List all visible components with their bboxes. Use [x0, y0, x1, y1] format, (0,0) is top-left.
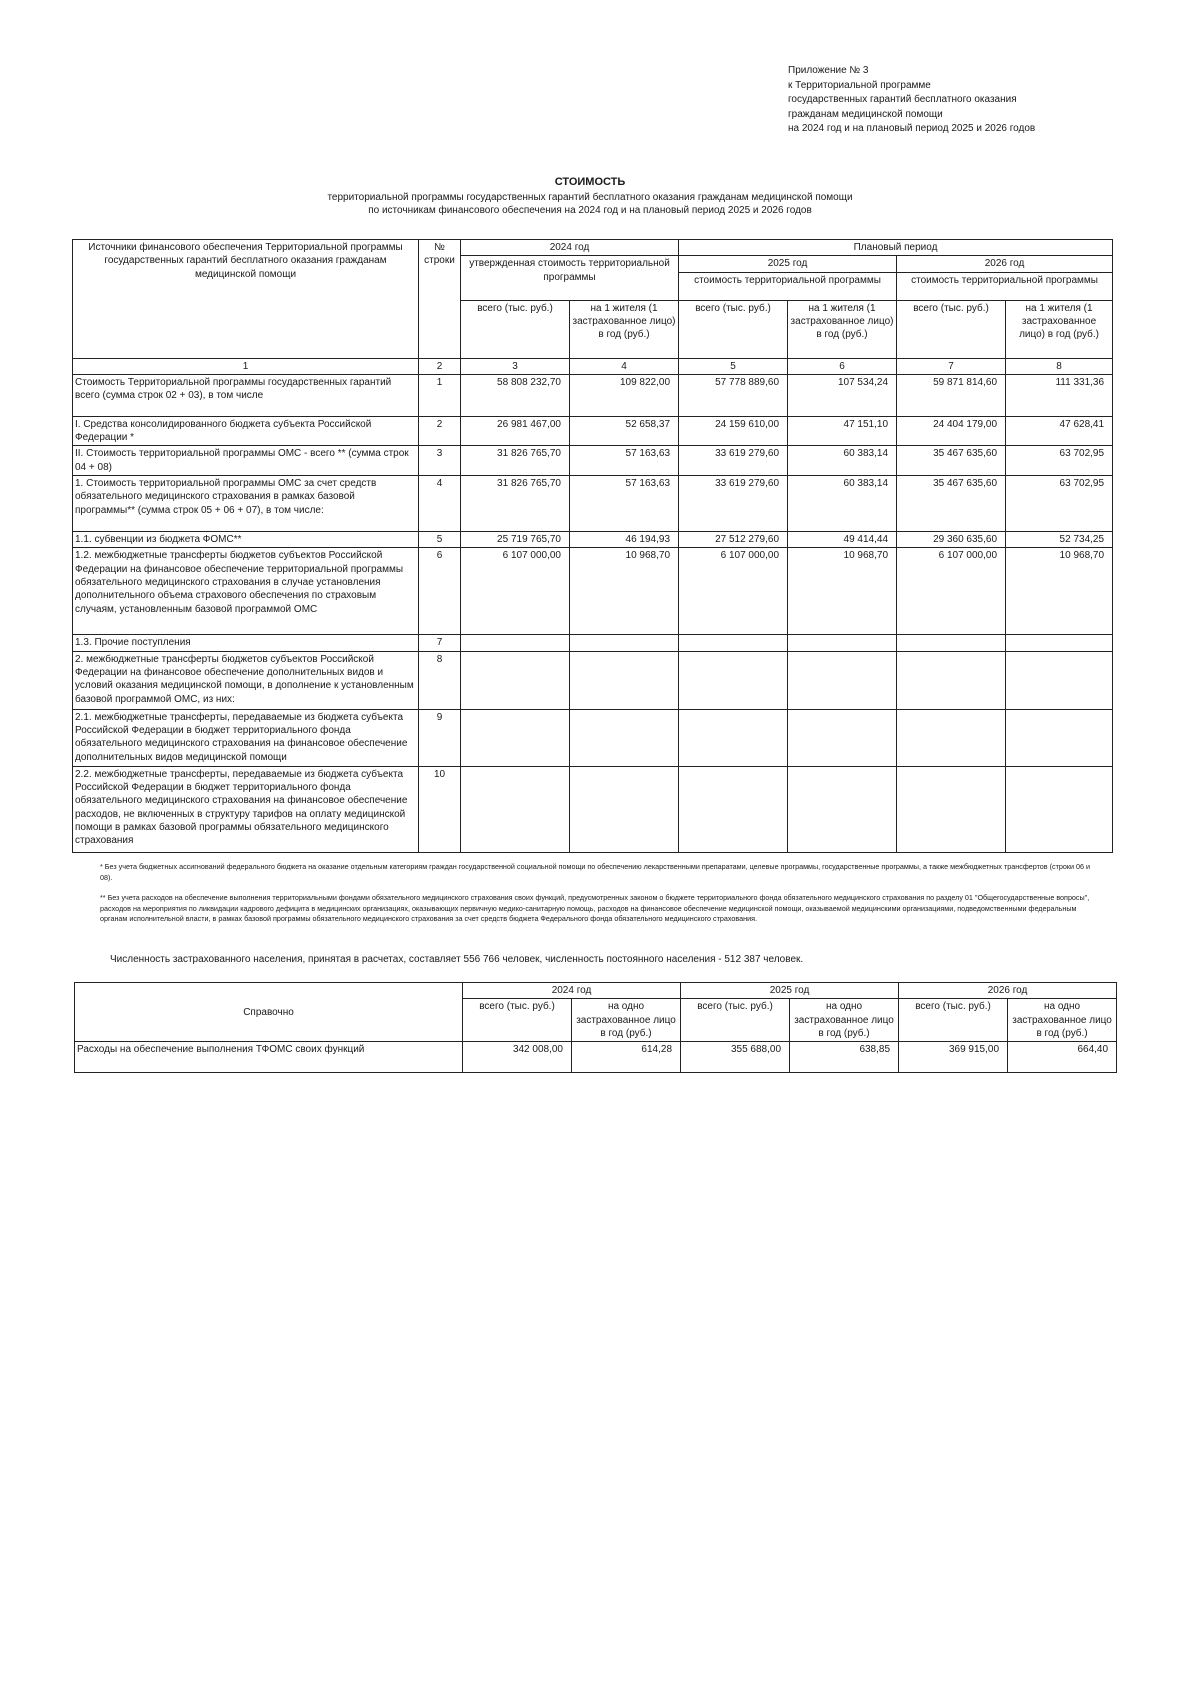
- header-total: всего (тыс. руб.): [679, 300, 788, 358]
- cell-value: 60 383,14: [788, 446, 897, 476]
- row-number: 6: [419, 548, 461, 635]
- cell-value: 31 826 765,70: [461, 476, 570, 532]
- column-number: 8: [1006, 358, 1113, 374]
- column-number: 3: [461, 358, 570, 374]
- cell-value: 57 778 889,60: [679, 374, 788, 416]
- cell-value: 6 107 000,00: [897, 548, 1006, 635]
- cell-value: 52 734,25: [1006, 532, 1113, 548]
- table-row: [73, 446, 1113, 476]
- cell-value: 58 808 232,70: [461, 374, 570, 416]
- cell-value: [461, 635, 570, 651]
- appendix-line: на 2024 год и на плановый период 2025 и 2026 годов: [788, 123, 1036, 134]
- row-label: Стоимость Территориальной программы государственных гарантий всего (сумма строк 02 + 03), в том числе: [73, 374, 419, 416]
- header-total: всего (тыс. руб.): [461, 300, 570, 358]
- row-number: 10: [419, 766, 461, 852]
- cell-value: [679, 635, 788, 651]
- cell-value: [788, 651, 897, 709]
- cell-value: [897, 766, 1006, 852]
- document-title: [150, 176, 1030, 218]
- column-number: 2: [419, 358, 461, 374]
- row-number: 4: [419, 476, 461, 532]
- cell-value: [897, 651, 1006, 709]
- appendix-header: [788, 64, 1035, 137]
- cell-value: [679, 651, 788, 709]
- table-row: [73, 651, 1113, 709]
- cell-value: 24 159 610,00: [679, 416, 788, 446]
- row-label: I. Средства консолидированного бюджета субъекта Российской Федерации *: [73, 416, 419, 446]
- population-note: Численность застрахованного населения, принятая в расчетах, составляет 556 766 человек, численность постоянного населения - 512 387 человек.: [110, 954, 804, 965]
- appendix-line: Приложение № 3: [788, 65, 869, 76]
- cell-value: [461, 651, 570, 709]
- header-program-cost-2026: стоимость территориальной программы: [897, 272, 1113, 300]
- cell-value: 664,40: [1008, 1042, 1117, 1073]
- row-label: 1.1. субвенции из бюджета ФОМС**: [73, 532, 419, 548]
- cell-value: 638,85: [790, 1042, 899, 1073]
- cell-value: 27 512 279,60: [679, 532, 788, 548]
- header-year-2024: 2024 год: [461, 240, 679, 256]
- row-number: 3: [419, 446, 461, 476]
- cell-value: [788, 635, 897, 651]
- cell-value: 57 163,63: [570, 476, 679, 532]
- cell-value: [1006, 766, 1113, 852]
- cell-value: [570, 766, 679, 852]
- cell-value: 57 163,63: [570, 446, 679, 476]
- title-line: территориальной программы государственных гарантий бесплатного оказания гражданам медицинской помощи: [327, 191, 853, 203]
- cell-value: 107 534,24: [788, 374, 897, 416]
- cell-value: [461, 766, 570, 852]
- footnote-2: ** Без учета расходов на обеспечение выполнения территориальными фондами обязательного медицинского страхования своих функций, предусмотренных законом о бюджете территориального фонда обязательного медицинского страхования по разделу 01 "Общегосударственные вопросы", расходов на мероприятия по ликвидации кадрового дефицита в медицинских организациях, оказывающих первичную медико-санитарную помощь, расходов на финансовое обеспечение медицинской помощи, оказываемой медицинскими организациями, подведомственными федеральным органам исполнительной власти, в рамках базовой программы обязательного медицинского страхования за счет средств бюджета Федерального фонда обязательного медицинского страхования.: [100, 893, 1090, 923]
- column-number: 7: [897, 358, 1006, 374]
- cell-value: 6 107 000,00: [461, 548, 570, 635]
- header-year-2026: 2026 год: [899, 983, 1117, 999]
- cell-value: 6 107 000,00: [679, 548, 788, 635]
- header-per-insured: на одно застрахованное лицо в год (руб.): [1008, 999, 1117, 1042]
- cell-value: 29 360 635,60: [897, 532, 1006, 548]
- header-per-resident: на 1 жителя (1 застрахованное лицо) в год (руб.): [570, 300, 679, 358]
- column-number: 4: [570, 358, 679, 374]
- cell-value: 52 658,37: [570, 416, 679, 446]
- header-per-resident: на 1 жителя (1 застрахованное лицо) в год (руб.): [1006, 300, 1113, 358]
- header-approved-cost: утвержденная стоимость территориальной программы: [461, 256, 679, 300]
- cell-value: [570, 635, 679, 651]
- header-year-2025: 2025 год: [681, 983, 899, 999]
- header-per-insured: на одно застрахованное лицо в год (руб.): [790, 999, 899, 1042]
- reference-label: Справочно: [75, 983, 463, 1042]
- cell-value: [788, 709, 897, 766]
- cell-value: 10 968,70: [1006, 548, 1113, 635]
- cell-value: 614,28: [572, 1042, 681, 1073]
- cell-value: [788, 766, 897, 852]
- header-source: Источники финансового обеспечения Территориальной программы государственных гарантий бесплатного оказания гражданам медицинской помощи: [73, 240, 419, 359]
- cell-value: 47 628,41: [1006, 416, 1113, 446]
- cell-value: 63 702,95: [1006, 446, 1113, 476]
- row-label: 2.1. межбюджетные трансферты, передаваемые из бюджета субъекта Российской Федерации в бюджет территориального фонда обязательного медицинского страхования на финансовое обеспечение дополнительных видов медицинской помощи: [73, 709, 419, 766]
- table-row: [73, 416, 1113, 446]
- cell-value: 369 915,00: [899, 1042, 1008, 1073]
- cell-value: [1006, 651, 1113, 709]
- table-row: [73, 709, 1113, 766]
- row-label: 1.2. межбюджетные трансферты бюджетов субъектов Российской Федерации на финансовое обеспечение территориальной программы обязательного медицинского страхования в случае установления дополнительного объема страхового обеспечения по страховым случаям, установленным базовой программой ОМС: [73, 548, 419, 635]
- cell-value: [679, 766, 788, 852]
- header-year-2024: 2024 год: [463, 983, 681, 999]
- header-total: всего (тыс. руб.): [899, 999, 1008, 1042]
- cell-value: 342 008,00: [463, 1042, 572, 1073]
- cell-value: 35 467 635,60: [897, 476, 1006, 532]
- cell-value: 355 688,00: [681, 1042, 790, 1073]
- row-label: 1.3. Прочие поступления: [73, 635, 419, 651]
- table-row: [73, 532, 1113, 548]
- appendix-line: государственных гарантий бесплатного оказания: [788, 94, 1017, 105]
- cell-value: [679, 709, 788, 766]
- table-row: [73, 548, 1113, 635]
- row-number: 2: [419, 416, 461, 446]
- cell-value: 46 194,93: [570, 532, 679, 548]
- cell-value: 25 719 765,70: [461, 532, 570, 548]
- table-row: [73, 476, 1113, 532]
- cell-value: 24 404 179,00: [897, 416, 1006, 446]
- row-number: 5: [419, 532, 461, 548]
- row-number: 8: [419, 651, 461, 709]
- cell-value: 26 981 467,00: [461, 416, 570, 446]
- cell-value: [897, 635, 1006, 651]
- table-row: [75, 1042, 1117, 1073]
- cell-value: [461, 709, 570, 766]
- cell-value: 35 467 635,60: [897, 446, 1006, 476]
- row-label: 2.2. межбюджетные трансферты, передаваемые из бюджета субъекта Российской Федерации в бюджет территориального фонда обязательного медицинского страхования на финансовое обеспечение расходов, не включенных в структуру тарифов на оплату медицинской помощи в рамках базовой программы обязательного медицинского страхования: [73, 766, 419, 852]
- cell-value: 60 383,14: [788, 476, 897, 532]
- row-number: 1: [419, 374, 461, 416]
- table-row: [73, 766, 1113, 852]
- cell-value: [1006, 635, 1113, 651]
- title-heading: СТОИМОСТЬ: [554, 176, 626, 188]
- column-number: 5: [679, 358, 788, 374]
- header-per-insured: на одно застрахованное лицо в год (руб.): [572, 999, 681, 1042]
- title-line: по источникам финансового обеспечения на 2024 год и на плановый период 2025 и 2026 годов: [368, 205, 812, 216]
- row-number: 7: [419, 635, 461, 651]
- column-number: 1: [73, 358, 419, 374]
- header-total: всего (тыс. руб.): [897, 300, 1006, 358]
- row-label: 2. межбюджетные трансферты бюджетов субъектов Российской Федерации на финансовое обеспечение дополнительных видов и условий оказания медицинской помощи, в дополнение к установленным базовой программой ОМС, из них:: [73, 651, 419, 709]
- table-row: [73, 374, 1113, 416]
- cost-table: [72, 239, 1113, 853]
- cell-value: 63 702,95: [1006, 476, 1113, 532]
- header-program-cost-2025: стоимость территориальной программы: [679, 272, 897, 300]
- cell-value: 10 968,70: [570, 548, 679, 635]
- footnote-1: * Без учета бюджетных ассигнований федерального бюджета на оказание отдельным категориям граждан государственной социальной помощи по обеспечению лекарственными препаратами, целевые программы, государственные программы, а также межбюджетных трансфертов (строки 06 и 08).: [100, 862, 1091, 882]
- row-label: Расходы на обеспечение выполнения ТФОМС своих функций: [75, 1042, 463, 1073]
- cell-value: 47 151,10: [788, 416, 897, 446]
- header-per-resident: на 1 жителя (1 застрахованное лицо) в год (руб.): [788, 300, 897, 358]
- cell-value: 33 619 279,60: [679, 476, 788, 532]
- cell-value: 31 826 765,70: [461, 446, 570, 476]
- row-number: 9: [419, 709, 461, 766]
- row-label: 1. Стоимость территориальной программы ОМС за счет средств обязательного медицинского страхования в рамках базовой программы** (сумма строк 05 + 06 + 07), в том числе:: [73, 476, 419, 532]
- cell-value: 33 619 279,60: [679, 446, 788, 476]
- cell-value: 10 968,70: [788, 548, 897, 635]
- header-year-2025: 2025 год: [679, 256, 897, 272]
- appendix-line: гражданам медицинской помощи: [788, 108, 943, 120]
- table-row: [73, 635, 1113, 651]
- cell-value: 109 822,00: [570, 374, 679, 416]
- cell-value: [570, 651, 679, 709]
- cell-value: 59 871 814,60: [897, 374, 1006, 416]
- reference-table: [74, 982, 1117, 1073]
- appendix-line: к Территориальной программе: [788, 79, 931, 91]
- header-planned-period: Плановый период: [679, 240, 1113, 256]
- cell-value: [897, 709, 1006, 766]
- header-year-2026: 2026 год: [897, 256, 1113, 272]
- row-label: II. Стоимость территориальной программы ОМС - всего ** (сумма строк 04 + 08): [73, 446, 419, 476]
- column-number-row: [73, 358, 1113, 374]
- cell-value: [570, 709, 679, 766]
- cell-value: 111 331,36: [1006, 374, 1113, 416]
- header-row-no: № строки: [419, 240, 461, 359]
- header-total: всего (тыс. руб.): [681, 999, 790, 1042]
- cell-value: [1006, 709, 1113, 766]
- cell-value: 49 414,44: [788, 532, 897, 548]
- column-number: 6: [788, 358, 897, 374]
- header-total: всего (тыс. руб.): [463, 999, 572, 1042]
